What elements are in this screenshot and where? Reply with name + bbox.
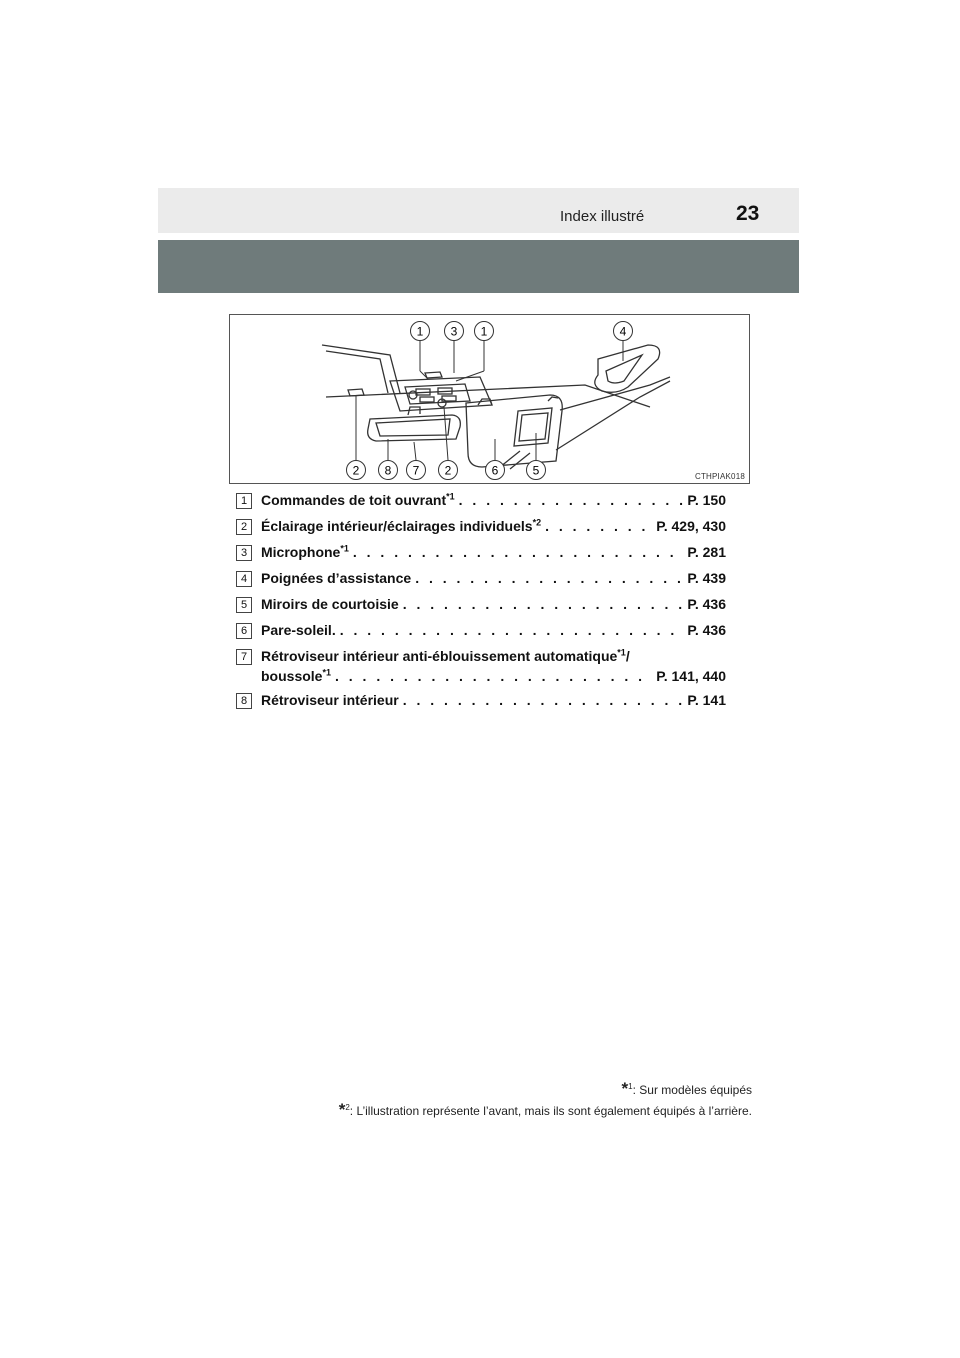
bottom-callouts — [347, 461, 546, 480]
footnote-text: : L’illustration représente l’avant, mais ils sont également équipés à l’arrière. — [349, 1104, 752, 1118]
leader-dots — [545, 517, 652, 535]
list-item — [236, 647, 726, 691]
item-number: 5 — [236, 597, 252, 613]
item-number: 2 — [236, 519, 252, 535]
item-page-ref[interactable]: P. 436 — [687, 622, 726, 638]
item-footnote-mark: *1 — [617, 647, 626, 658]
list-item — [236, 517, 726, 543]
callout-1b: 1 — [480, 324, 488, 339]
item-page-ref[interactable]: P. 439 — [687, 570, 726, 586]
list-item — [236, 691, 726, 717]
list-item — [236, 621, 726, 647]
callout-5: 5 — [532, 463, 540, 478]
section-title: Index illustré — [560, 208, 645, 225]
callout-8: 8 — [384, 463, 392, 478]
item-footnote-mark: *2 — [532, 517, 542, 528]
top-callouts — [411, 322, 633, 341]
item-label: Commandes de toit ouvrant — [261, 492, 447, 508]
item-footnote-mark: *1 — [322, 667, 331, 678]
callout-7: 7 — [412, 463, 420, 478]
item-page-ref[interactable]: P. 141 — [687, 692, 726, 708]
item-label: Rétroviseur intérieur anti-éblouissement automatique — [261, 648, 618, 664]
item-label: Pare-soleil. — [261, 622, 336, 638]
item-number: 8 — [236, 693, 252, 709]
callout-4: 4 — [619, 324, 627, 339]
footnote-1 — [339, 1078, 752, 1099]
list-item — [236, 569, 726, 595]
item-number: 7 — [236, 649, 252, 665]
item-number: 3 — [236, 545, 252, 561]
item-page-ref[interactable]: P. 436 — [687, 596, 726, 612]
item-page-ref[interactable]: P. 150 — [687, 492, 726, 508]
leader-dots — [335, 667, 652, 685]
section-grey-bar — [158, 240, 799, 293]
item-page-ref[interactable]: P. 429, 430 — [656, 518, 726, 534]
item-list — [236, 491, 726, 717]
footnote-number: 2 — [345, 1103, 350, 1112]
footnote-number: 1 — [628, 1082, 633, 1091]
list-item — [236, 543, 726, 569]
footnote-text: : Sur modèles équipés — [632, 1083, 752, 1097]
item-label: Poignées d’assistance — [261, 570, 412, 586]
footnote-2 — [339, 1099, 752, 1120]
overhead-drawing — [230, 315, 749, 483]
footnote-star: * — [338, 1100, 346, 1119]
item-page-ref[interactable]: P. 141, 440 — [656, 668, 726, 684]
callout-3: 3 — [450, 324, 458, 339]
page-number: 23 — [736, 202, 760, 225]
item-number: 1 — [236, 493, 252, 509]
overhead-illustration — [229, 314, 750, 484]
item-label: Éclairage intérieur/éclairages individuels — [261, 518, 533, 534]
footnote-star: * — [621, 1079, 629, 1098]
item-page-ref[interactable]: P. 281 — [687, 544, 726, 560]
leader-dots — [459, 491, 684, 509]
callout-1a: 1 — [416, 324, 424, 339]
item-label-suffix: / — [625, 648, 630, 664]
callout-2a: 2 — [352, 463, 360, 478]
leader-dots — [403, 595, 684, 613]
footnotes — [339, 1078, 752, 1120]
leader-dots — [353, 543, 683, 561]
item-footnote-mark: *1 — [340, 543, 349, 554]
item-label: Rétroviseur intérieur — [261, 692, 399, 708]
header-band — [158, 188, 799, 233]
item-label: Miroirs de courtoisie — [261, 596, 399, 612]
leader-dots — [403, 691, 684, 709]
figure-code: CTHPIAK018 — [694, 472, 745, 481]
item-label-continued: boussole — [261, 668, 323, 684]
leader-dots — [340, 621, 684, 639]
item-number: 4 — [236, 571, 252, 587]
list-item — [236, 491, 726, 517]
item-label: Microphone — [261, 544, 341, 560]
item-number: 6 — [236, 623, 252, 639]
callout-6: 6 — [491, 463, 499, 478]
callout-2b: 2 — [444, 463, 452, 478]
item-footnote-mark: *1 — [446, 491, 455, 502]
list-item — [236, 595, 726, 621]
leader-dots — [415, 569, 683, 587]
